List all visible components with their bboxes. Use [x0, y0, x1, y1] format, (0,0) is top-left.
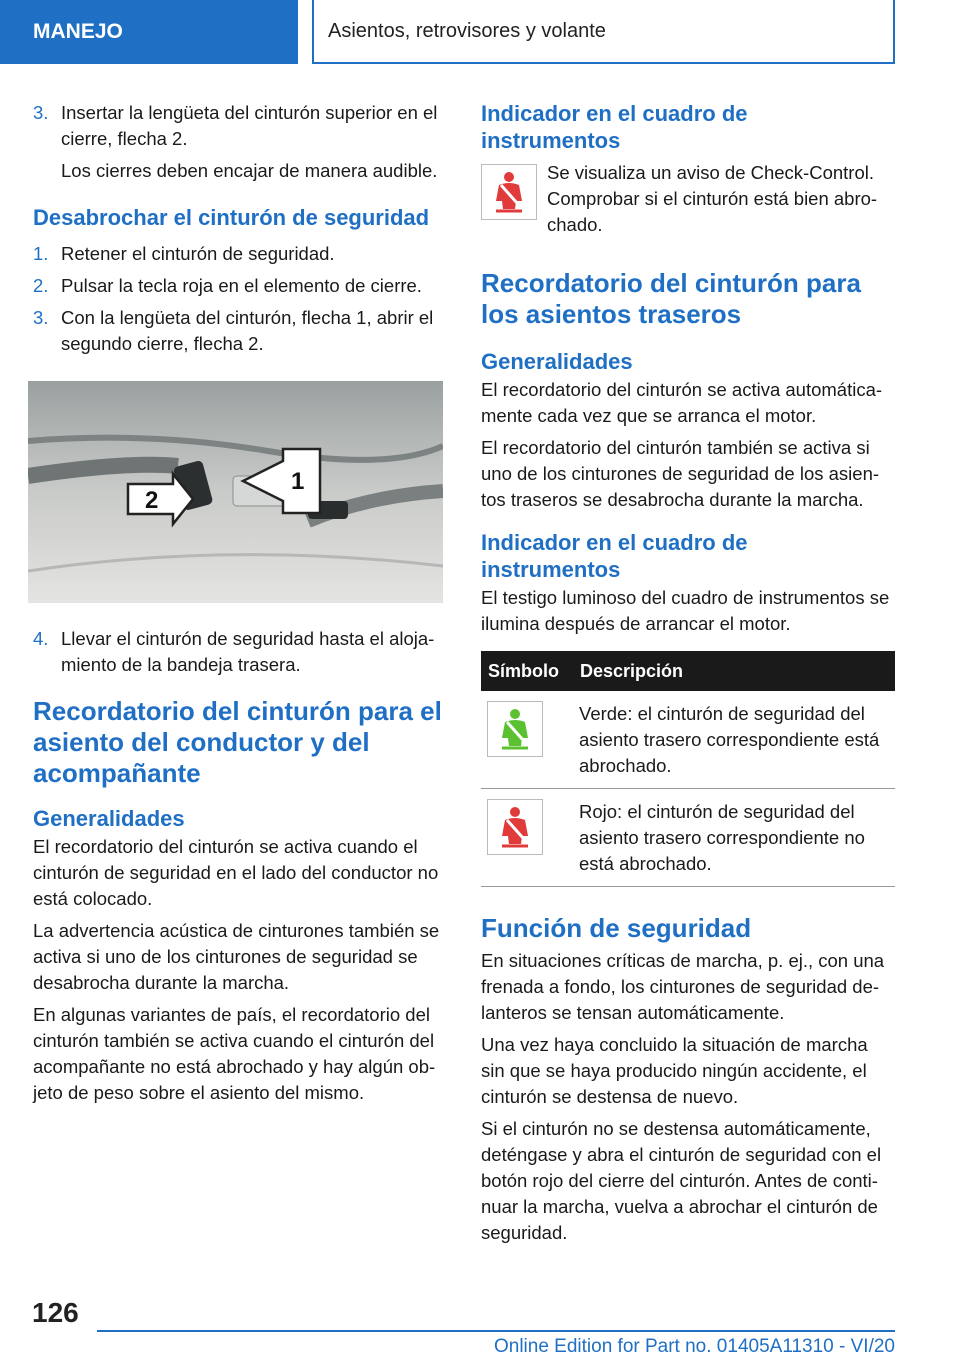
- unbuckle-steps: [33, 241, 445, 357]
- edition-link[interactable]: Online Edition for Part no. 01405A11310 - VI/20: [493, 1336, 895, 1357]
- header-chapter: Asientos, retrovisores y volante: [328, 20, 606, 42]
- header-section: MANEJO: [0, 0, 298, 64]
- symbol-table: [481, 651, 895, 887]
- safety-heading: Función de seguridad: [481, 913, 752, 943]
- check-control-row: [481, 164, 895, 238]
- buckle-steps-cont: [33, 100, 445, 152]
- paragraph: Una vez haya concluido la situación de marcha sin que se haya producido ningún accidente, el cinturón se destensa de nuevo.: [481, 1034, 868, 1107]
- paragraph: Si el cinturón no se destensa automáticamente, deténgase y abra el cinturón de seguridad con el botón rojo del cierre del cinturón. Antes de conti- nuar la marcha, vuelva a abrochar el cinturón de seguridad.: [481, 1118, 882, 1243]
- left-column: [33, 100, 445, 1112]
- list-item: 3. Insertar la lengüeta del cinturón superior en el cierre, flecha 2.: [33, 102, 438, 149]
- seatbelt-buckle-photo: [28, 381, 443, 603]
- step-note: Los cierres deben encajar de manera audible.: [61, 160, 438, 181]
- unbuckle-heading: Desabrochar el cinturón de seguridad: [33, 205, 430, 230]
- table-header-row: [481, 651, 895, 691]
- check-control-text: Se visualiza un aviso de Check-Control. Comprobar si el cinturón está bien abro- chado.: [547, 162, 878, 235]
- header-chapter-box: [312, 0, 895, 64]
- rear-reminder-heading: Recordatorio del cinturón para los asientos traseros: [481, 268, 861, 329]
- paragraph: El recordatorio del cinturón se activa automática- mente cada vez que se arranca el motor.: [481, 379, 883, 426]
- right-column: [481, 100, 895, 1252]
- buckle-steps-final: [33, 626, 445, 678]
- col-symbol-header: Símbolo: [481, 651, 573, 691]
- table-cell: Verde: el cinturón de seguridad del asiento trasero correspondiente está abrochado.: [573, 691, 895, 789]
- seatbelt-warning-icon: [481, 164, 537, 220]
- list-item: 2. Pulsar la tecla roja en el elemento de cierre.: [33, 275, 422, 296]
- list-item: 3. Con la lengüeta del cinturón, flecha 1, abrir el segundo cierre, flecha 2.: [33, 307, 434, 354]
- paragraph: El recordatorio del cinturón se activa cuando el cinturón de seguridad en el lado del conductor no está colocado.: [33, 836, 439, 909]
- paragraph: El recordatorio del cinturón también se activa si uno de los cinturones de seguridad de los asien- tos traseros se desabrocha durante la marcha.: [481, 437, 880, 510]
- footer-divider: [97, 1330, 895, 1332]
- list-item: 4. Llevar el cinturón de seguridad hasta el aloja- miento de la bandeja trasera.: [33, 628, 435, 675]
- paragraph: La advertencia acústica de cinturones también se activa si uno de los cinturones de seguridad se desabrocha durante la marcha.: [33, 920, 440, 993]
- photo-label-2: 2: [145, 487, 159, 514]
- paragraph: El testigo luminoso del cuadro de instrumentos se ilumina después de arrancar el motor.: [481, 587, 890, 634]
- general-heading: Generalidades: [33, 806, 185, 831]
- indicator2-heading: Indicador en el cuadro de instrumentos: [481, 530, 748, 582]
- seatbelt-green-icon: [487, 701, 543, 757]
- table-cell: Rojo: el cinturón de seguridad del asiento trasero correspondiente no está abrochado.: [573, 789, 895, 887]
- paragraph: En algunas variantes de país, el recordatorio del cinturón también se activa cuando el cinturón del acompañante no está abrochado y hay algún ob- jeto de peso sobre el asiento del mismo.: [33, 1004, 436, 1103]
- page-number: 126: [32, 1297, 79, 1328]
- indicator-heading: Indicador en el cuadro de instrumentos: [481, 101, 748, 153]
- table-row: [481, 691, 895, 789]
- table-row: [481, 789, 895, 887]
- seatbelt-red-icon: [487, 799, 543, 855]
- photo-label-1: 1: [291, 468, 305, 495]
- list-item: 1. Retener el cinturón de seguridad.: [33, 243, 335, 264]
- rear-general-heading: Generalidades: [481, 349, 633, 374]
- driver-reminder-heading: Recordatorio del cinturón para el asiento del conductor y del acompañante: [33, 696, 442, 788]
- col-description-header: Descripción: [573, 651, 895, 691]
- paragraph: En situaciones críticas de marcha, p. ej., con una frenada a fondo, los cinturones de seguridad de- lanteros se tensan automáticamente.: [481, 950, 885, 1023]
